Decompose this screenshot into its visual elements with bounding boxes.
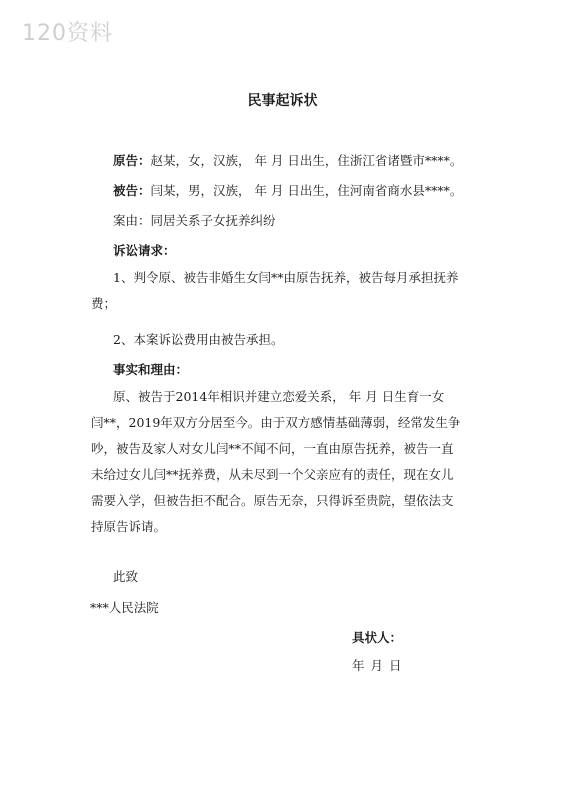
defendant-text: 闫某，男，汉族， 年 月 日出生，住河南省商水县****。 — [150, 183, 463, 198]
closing: 此致 — [113, 569, 139, 584]
defendant-label: 被告： — [113, 183, 151, 198]
document-title: 民事起诉状 — [247, 93, 318, 109]
facts-line: 闫**，2019年双方分居至今。由于双方感情基础薄弱，经常发生争 — [91, 415, 461, 430]
claim-1-line: 费； — [91, 296, 117, 311]
court-name: ***人民法院 — [90, 600, 159, 615]
facts-heading: 事实和理由： — [113, 362, 189, 377]
plaintiff-line — [113, 151, 462, 169]
facts-line: 未给过女儿闫**抚养费，从未尽到一个父亲应有的责任，现在女儿 — [91, 467, 454, 482]
claims-heading: 诉讼请求： — [113, 243, 176, 258]
facts-paragraph — [91, 384, 491, 540]
signer-label: 具状人： — [352, 630, 403, 645]
claim-1-line: 1、判令原、被告非婚生女闫**由原告抚养，被告每月承担抚养 — [113, 270, 459, 285]
watermark-logo: 120资料 — [22, 21, 113, 46]
plaintiff-label: 原告： — [113, 153, 151, 168]
plaintiff-text: 赵某，女，汉族， 年 月 日出生，住浙江省诸暨市****。 — [150, 153, 463, 168]
facts-line: 吵，被告及家人对女儿闫**不闻不问，一直由原告抚养，被告一直 — [91, 441, 454, 456]
defendant-line — [113, 181, 462, 199]
facts-line: 持原告诉请。 — [91, 519, 167, 534]
case-cause: 案由：同居关系子女抚养纠纷 — [113, 213, 276, 228]
date-line: 年 月 日 — [352, 658, 402, 673]
claim-1 — [91, 265, 481, 317]
claim-2: 2、本案诉讼费用由被告承担。 — [113, 332, 284, 347]
facts-line: 原、被告于2014年相识并建立恋爱关系， 年 月 日生育一女 — [113, 389, 445, 404]
facts-line: 需要入学，但被告拒不配合。原告无奈，只得诉至贵院，望依法支 — [91, 493, 454, 508]
